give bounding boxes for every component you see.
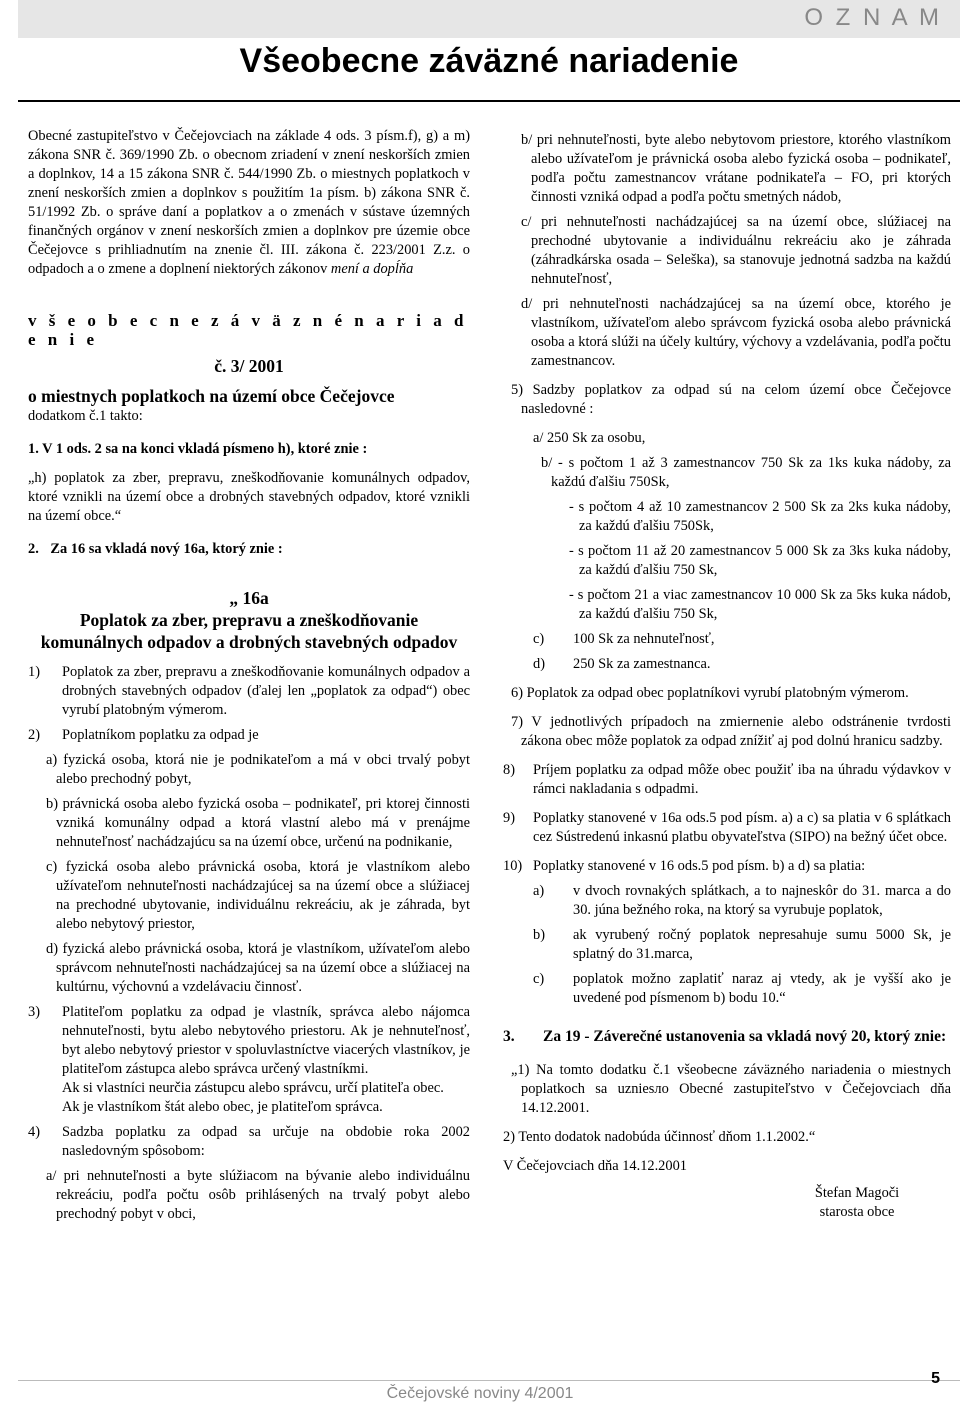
list-item: [28, 1003, 470, 1079]
vzn-title: o miestnych poplatkoch na území obce Čečejovce: [28, 386, 395, 406]
title-divider: [18, 100, 960, 102]
rate-b4: - s počtom 21 a viac zamestnancov 10 000 Sk za 5ks kuka nádob, za každú ďalšiu 750 Sk,: [569, 587, 951, 622]
right-column: [503, 131, 951, 1222]
page-number: 5: [931, 1370, 940, 1387]
item-8: [503, 761, 951, 799]
rate-c: [503, 630, 951, 649]
signer-name: Štefan Magoči: [814, 1185, 900, 1201]
item-continuation: Ak si vlastníci neurčia zástupcu alebo správcu, určí platiteľa obec.: [62, 1080, 444, 1096]
rate-b1: b/ - s počtom 1 až 3 zamestnancov 750 Sk za 1ks kuka nádoby, za každú ďalšiu 750Sk,: [541, 455, 951, 490]
section-label: O Z N A M: [804, 4, 942, 31]
rate-a: a/ 250 Sk za osobu,: [533, 430, 646, 446]
item-label: a): [533, 883, 545, 899]
page-title: Všeobecne záväzné nariadenie: [239, 42, 739, 80]
rate-label: d): [533, 656, 545, 672]
rate-d: [503, 655, 951, 674]
article-2-heading: [28, 540, 470, 559]
item-text: Poplatky stanovené v 16 ods.5 pod písm. b) a d) sa platia:: [533, 858, 866, 874]
item-number: 1): [28, 664, 40, 680]
item-10-b: [503, 926, 951, 964]
dodatkom: dodatkom č.1 takto:: [28, 408, 143, 424]
sub-item-a: a/ pri nehnuteľnosti a byte slúžiacom na bývanie alebo individuálnu rekreáciu, podľa počtu osôb prihlásených na trvalý pobyt alebo prechodný pobyt v obci,: [46, 1168, 470, 1222]
item-text: poplatok možno zaplatiť naraz aj vtedy, ak je vyšší ako je uvedené pod písmenom b) bodu 10.“: [573, 971, 951, 1006]
sub-item-c: c) fyzická osoba alebo právnická osoba, ktorá je vlastníkom alebo užívateľom nehnuteľnosti nachádzajúcej sa na území obce a slúžiacej na prechodné ubytovanie, individuálnu rekreáciu, ak je záhrada, byt alebo nebytový priestor,: [46, 859, 470, 932]
item-text: Platiteľom poplatku za odpad je vlastník, správca alebo nájomca nehnuteľnosti, bytu alebo nebytového priestoru. Ak je nehnuteľnosť, byt alebo nebytový priestor v spoluvlastníctve viacerých vlastníkov, je platiteľom zástupca alebo správca určený vlastníkmi.: [62, 1004, 470, 1077]
item-10-a: [503, 882, 951, 920]
rate-text: 250 Sk za zamestnanca.: [573, 656, 711, 672]
rate-label: c): [533, 631, 545, 647]
footer-divider: [18, 1380, 960, 1381]
vzn-heading: v š e o b e c n e z á v ä z n é n a r i a d e n i e: [28, 311, 468, 349]
item-number: 10): [503, 858, 523, 874]
article-2-number: 2.: [28, 541, 39, 557]
par-16a-title: Poplatok za zber, prepravu a zneškodňovanie komunálnych odpadov a drobných stavebných odpadov: [40, 610, 458, 652]
left-column: [28, 127, 470, 1224]
sub-item-b: b) právnická osoba alebo fyzická osoba – podnikateľ, pri ktorej činnosti vzniká komunálny odpad a ktorá vlastní alebo má v prenájme nehnuteľnosť nachádzajúcu sa na území obce, určenú na podnikanie,: [46, 796, 470, 850]
article-2-text: Za 16 sa vkladá nový 16a, ktorý znie :: [50, 541, 283, 557]
publication-name: Čečejovské noviny 4/2001: [386, 1385, 574, 1402]
article-3-text: Za 19 - Záverečné ustanovenia sa vkladá nový 20, ktorý znie:: [543, 1028, 947, 1045]
item-number: 2): [28, 727, 40, 743]
list-item: [28, 1123, 470, 1161]
closing-2: 2) Tento dodatok nadobúda účinnosť dňom 1.1.2002.“: [503, 1129, 816, 1145]
article-1-text: „h) poplatok za zber, prepravu, zneškodňovanie komunálnych odpadov, ktoré vznikli na území obce a drobných stavebných odpadov, ktoré vznikli na území obce.“: [28, 470, 470, 524]
article-3-number: 3.: [503, 1028, 515, 1045]
item-text: Príjem poplatku za odpad môže obec použiť iba na úhradu výdavkov v rámci nakladania s odpadmi.: [533, 762, 951, 797]
item-label: b): [533, 927, 545, 943]
item-continuation: Ak je vlastníkom štát alebo obec, je platiteľom správca.: [62, 1099, 383, 1115]
item-label: c): [533, 971, 545, 987]
item-9: [503, 809, 951, 847]
rate-b3: - s počtom 11 až 20 zamestnancov 5 000 Sk za 3ks kuka nádoby, za každú ďalšiu 750 Sk,: [569, 543, 951, 578]
intro-text: Obecné zastupiteľstvo v Čečejovciach na základe 4 ods. 3 písm.f), g) a m) zákona SNR č. 369/1990 Zb. o obecnom zriadení v znení neskorších zmien a doplnkov, 14 a 15 zákona SNR č. 544/1990 Zb. o miestnych poplatkoch v znení neskorších zmien a doplnkov s použitím 1a písm. b) zákona SNR č. 51/1992 Zb. o správe daní a poplatkov a o zmenách v sústave územných finančných orgánov v znení neskorších zmien a doplnkov pre územie obce Čečejovce s prihliadnutím na znenie čl. III. zákona č. 223/2001 Z.z. o odpadoch a o zmene a doplnení niektorých zákonov: [28, 128, 470, 277]
rate-text: 100 Sk za nehnuteľnosť,: [573, 631, 715, 647]
item-number: 3): [28, 1004, 40, 1020]
sub-item-b: b/ pri nehnuteľnosti, byte alebo nebytovom priestore, ktorého vlastníkom alebo užívateľom je právnická osoba alebo fyzická osoba – podnikateľ, podľa počtu zamestnancov vrátane podnikateľa – FO, pri ktorých činnosti vzniká odpad a podľa počtu smetných nádob,: [521, 132, 951, 205]
item-5: 5) Sadzby poplatkov za odpad sú na celom území obce Čečejovce nasledovné :: [511, 382, 951, 417]
item-text: Poplatky stanovené v 16a ods.5 pod písm. a) a c) sa platia v 6 splátkach cez Sústredenú inkasnú platbu obyvateľstva (SIPO) na bežný účet obce.: [533, 810, 951, 845]
sub-item-c: c/ pri nehnuteľnosti nachádzajúcej sa na území obce, slúžiacej na prechodné ubytovanie a individuálnu rekreáciu ako je záhrada (záhradkárska osada – Seleška), sa stanovuje jednotná sadzba na každú nehnuteľnosť,: [521, 214, 951, 287]
item-text: Sadzba poplatku za odpad sa určuje na obdobie roka 2002 nasledovným spôsobom:: [62, 1124, 470, 1159]
list-item: [28, 726, 470, 745]
article-3-heading: [503, 1026, 951, 1047]
item-text: Poplatok za zber, prepravu a zneškodňovanie komunálnych odpadov a drobných stavebných odpadov (ďalej len „poplatok za odpad“) obec vyrubí platobným výmerom.: [62, 664, 470, 718]
vzn-number: č. 3/ 2001: [214, 356, 284, 376]
item-6: 6) Poplatok za odpad obec poplatníkovi vyrubí platobným výmerom.: [511, 685, 909, 701]
item-number: 4): [28, 1124, 40, 1140]
place-date: V Čečejovciach dňa 14.12.2001: [503, 1158, 687, 1174]
rate-b2: - s počtom 4 až 10 zamestnancov 2 500 Sk za 2ks kuka nádoby, za každú ďalšiu 750Sk,: [569, 499, 951, 534]
item-text: ak vyrubený ročný poplatok nepresahuje sumu 5000 Sk, je splatný do 31.marca,: [573, 927, 951, 962]
intro-paragraph: [28, 127, 470, 279]
item-10: [503, 857, 951, 876]
item-text: Poplatníkom poplatku za odpad je: [62, 727, 259, 743]
item-text: v dvoch rovnakých splátkach, a to najneskôr do 31. marca a do 30. júna bežného roka, na ktorý sa vyrubuje poplatok,: [573, 883, 951, 918]
sub-item-a: a) fyzická osoba, ktorá nie je podnikateľom a má v obci trvalý pobyt alebo prechodný pobyt,: [46, 752, 470, 787]
list-item: [28, 663, 470, 720]
item-7: 7) V jednotlivých prípadoch na zmiernenie alebo odstránenie tvrdosti zákona obec môže poplatok za odpad znížiť aj pod dolnú hranicu sadzby.: [511, 714, 951, 749]
item-number: 8): [503, 762, 515, 778]
sub-item-d: d) fyzická alebo právnická osoba, ktorá je vlastníkom, užívateľom alebo správcom nehnuteľnosti nachádzajúcej sa na území obce a slúžiacej na kultúrnu, výchovnú a vzdelávaciu činnosť.: [46, 941, 470, 995]
article-1-heading: 1. V 1 ods. 2 sa na konci vkladá písmeno h), ktoré znie :: [28, 441, 368, 457]
closing-1: „1) Na tomto dodatku č.1 všeobecne záväzného nariadenia o miestnych poplatkoch sa uzniesло Obecné zastupiteľstvo v Čečejovciach dňa 14.12.2001.: [511, 1062, 951, 1116]
item-number: 9): [503, 810, 515, 826]
intro-italic: mení a dopĺňa: [330, 261, 414, 277]
signer-role: starosta obce: [819, 1204, 895, 1220]
item-10-c: [503, 970, 951, 1008]
sub-item-d: d/ pri nehnuteľnosti nachádzajúcej sa na území obce, ktorého je vlastníkom, užívateľom alebo správcom fyzická osoba alebo právnická osoba a ktorá slúži na účely kultúry, výchovy a vzdelávania, podľa počtu zamestnancov.: [521, 296, 951, 369]
par-16a: „ 16a: [229, 588, 269, 608]
